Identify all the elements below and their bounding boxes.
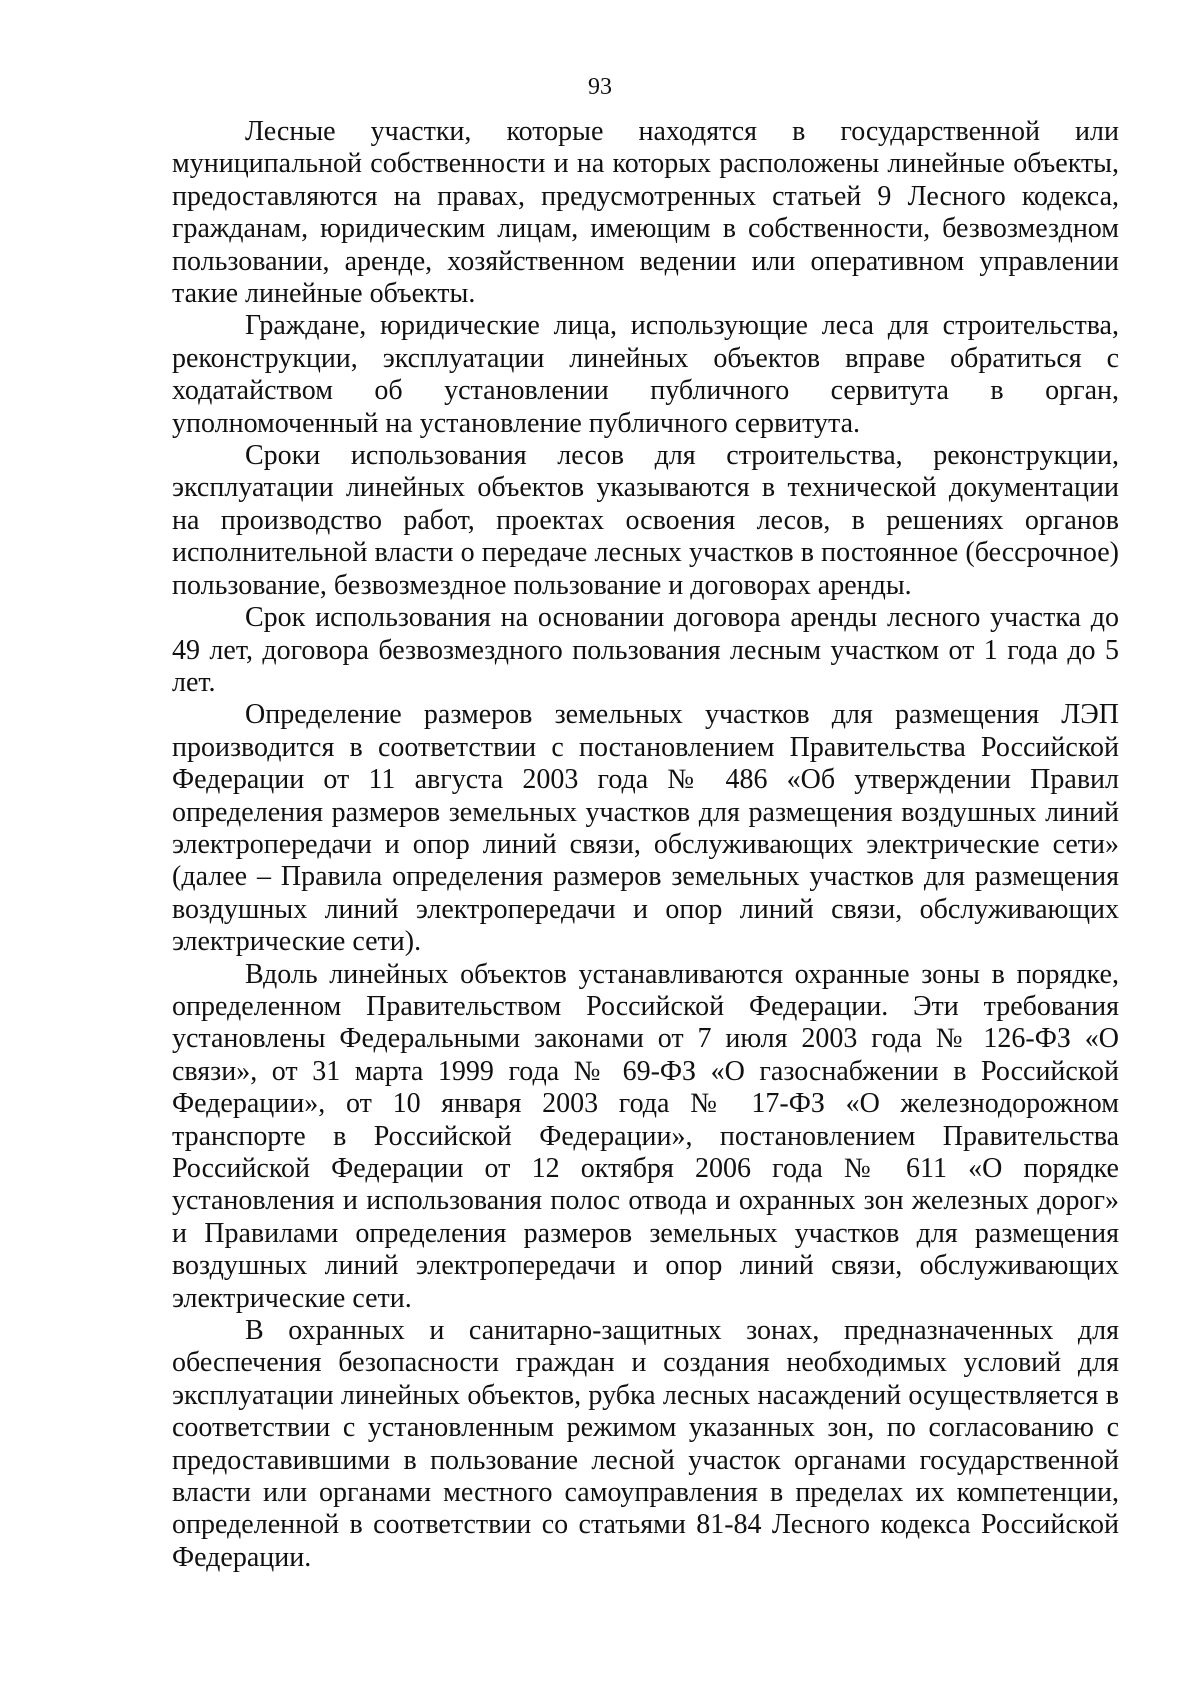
paragraph-protection-zones: Вдоль линейных объектов устанавливаются охранные зоны в порядке, определенном Правительством Российской Федерации. Эти требования установлены Федеральными законами от 7 июля 2003 года № 126-ФЗ «О связи», от 31 марта 1999 года № 69-ФЗ «О газоснабжении в Российской Федерации», от 10 января 2003 года № 17-ФЗ «О железнодорожном транспорте в Российской Федерации», постановлением Правительства Российской Федерации от 12 октября 2006 года № 611 «О порядке установления и использования полос отвода и охранных зон железных дорог» и Правилами определения размеров земельных участков для размещения воздушных линий электропередачи и опор линий связи, обслуживающих электрические сети. <box>172 958 1119 1314</box>
paragraph-sanitary-zones: В охранных и санитарно-защитных зонах, предназначенных для обеспечения безопасности граждан и создания необходимых условий для эксплуатации линейных объектов, рубка лесных насаждений осуществляется в соответствии с установленным режимом указанных зон, по согласованию с предоставившими в пользование лесной участок органами государственной власти или органами местного самоуправления в пределах их компетенции, определенной в соответствии со статьями 81-84 Лесного кодекса Российской Федерации. <box>172 1315 1119 1573</box>
page-number: 93 <box>588 74 612 100</box>
paragraph-usage-terms: Сроки использования лесов для строительства, реконструкции, эксплуатации линейных объектов указываются в технической документации на производство работ, проектах освоения лесов, в решениях органов исполнительной власти о передаче лесных участков в постоянное (бессрочное) пользование, безвозмездное пользование и договорах аренды. <box>172 440 1119 601</box>
document-body <box>172 116 1119 1574</box>
paragraph-land-plot-sizes: Определение размеров земельных участков для размещения ЛЭП производится в соответствии с постановлением Правительства Российской Федерации от 11 августа 2003 года № 486 «Об утверждении Правил определения размеров земельных участков для размещения воздушных линий электропередачи и опор линий связи, обслуживающих электрические сети» (далее – Правила определения размеров земельных участков для размещения воздушных линий электропередачи и опор линий связи, обслуживающих электрические сети). <box>172 699 1119 958</box>
paragraph-public-servitude: Граждане, юридические лица, использующие леса для строительства, реконструкции, эксплуатации линейных объектов вправе обратиться с ходатайством об установлении публичного сервитута в орган, уполномоченный на установление публичного сервитута. <box>172 310 1119 439</box>
paragraph-lease-duration: Срок использования на основании договора аренды лесного участка до 49 лет, договора безвозмездного пользования лесным участком от 1 года до 5 лет. <box>172 602 1119 698</box>
paragraph-forest-plots-rights: Лесные участки, которые находятся в государственной или муниципальной собственности и на которых расположены линейные объекты, предоставляются на правах, предусмотренных статьей 9 Лесного кодекса, гражданам, юридическим лицам, имеющим в собственности, безвозмездном пользовании, аренде, хозяйственном ведении или оперативном управлении такие линейные объекты. <box>172 116 1119 310</box>
